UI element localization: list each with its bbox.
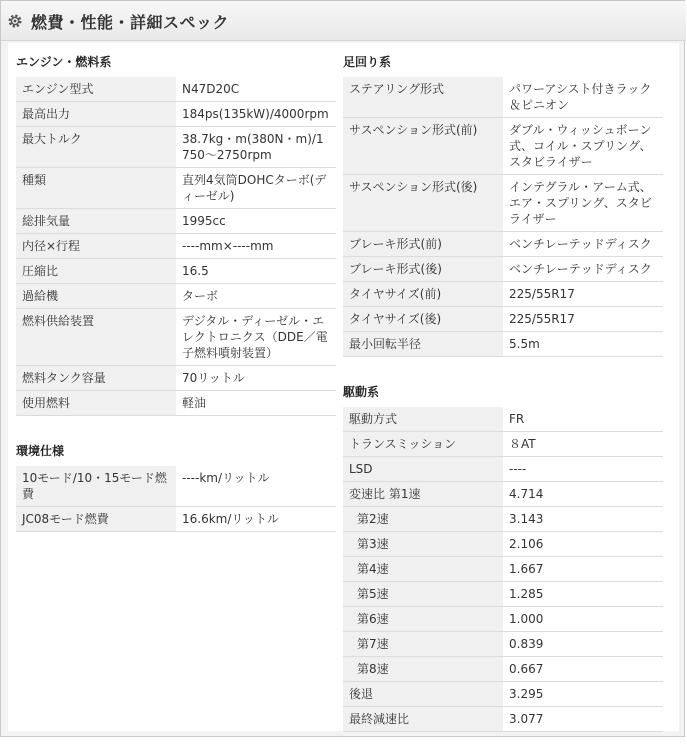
spec-value: N47D20C: [176, 77, 336, 102]
spec-label: サスペンション形式(後): [343, 175, 503, 232]
table-row: [343, 507, 663, 532]
spec-value: 1.667: [503, 557, 663, 582]
table-row: [16, 259, 336, 284]
gear-icon: [7, 13, 23, 29]
spec-label: 最大トルク: [16, 127, 176, 168]
spec-value: 70リットル: [176, 366, 336, 391]
spec-value: 3.077: [503, 707, 663, 732]
spec-value: 1.000: [503, 607, 663, 632]
spec-value: ダブル・ウィッシュボーン式、コイル・スプリング、スタビライザー: [503, 118, 663, 175]
environment-spec-table: [16, 466, 336, 532]
spec-label: サスペンション形式(前): [343, 118, 503, 175]
table-row: [343, 77, 663, 118]
spec-content: [8, 43, 679, 731]
section-title-suspension: 足回り系: [343, 55, 392, 69]
spec-value: ----mm×----mm: [176, 234, 336, 259]
spec-label: 第3速: [343, 532, 503, 557]
spec-value: パワーアシスト付きラック＆ピニオン: [503, 77, 663, 118]
spec-value: 225/55R17: [503, 307, 663, 332]
right-column: [343, 43, 663, 732]
left-column: [16, 43, 336, 532]
spec-label: 後退: [343, 682, 503, 707]
section-title-drive: 駆動系: [343, 385, 380, 399]
spec-value: インテグラル・アーム式、エア・スプリング、スタビライザー: [503, 175, 663, 232]
spec-value: 1.285: [503, 582, 663, 607]
spec-label: 駆動方式: [343, 407, 503, 432]
table-row: [343, 257, 663, 282]
table-row: [343, 175, 663, 232]
table-row: [16, 102, 336, 127]
spec-label: 最終減速比: [343, 707, 503, 732]
table-row: [343, 582, 663, 607]
page-title: 燃費・性能・詳細スペック: [31, 13, 230, 32]
section-title-environment: 環境仕様: [16, 444, 65, 458]
table-row: [16, 507, 336, 532]
spec-label: 総排気量: [16, 209, 176, 234]
spec-label: トランスミッション: [343, 432, 503, 457]
spec-value: デジタル・ディーゼル・エレクトロニクス（DDE／電子燃料噴射装置）: [176, 309, 336, 366]
spec-label: 燃料供給装置: [16, 309, 176, 366]
spec-value: 1995cc: [176, 209, 336, 234]
spec-value: 0.667: [503, 657, 663, 682]
table-row: [343, 307, 663, 332]
spec-value: ----: [503, 457, 663, 482]
table-row: [16, 366, 336, 391]
spec-label: ブレーキ形式(後): [343, 257, 503, 282]
spec-value: ベンチレーテッドディスク: [503, 257, 663, 282]
spec-value: 16.6km/リットル: [176, 507, 336, 532]
table-row: [343, 607, 663, 632]
spec-value: 3.295: [503, 682, 663, 707]
spec-value: 直列4気筒DOHCターボ(ディーゼル): [176, 168, 336, 209]
spec-value: FR: [503, 407, 663, 432]
spec-value: 3.143: [503, 507, 663, 532]
spec-label: 10モード/10・15モード燃費: [16, 466, 176, 507]
engine-spec-table: [16, 77, 336, 416]
table-row: [16, 284, 336, 309]
spec-label: 燃料タンク容量: [16, 366, 176, 391]
table-row: [343, 557, 663, 582]
spec-label: 第6速: [343, 607, 503, 632]
spec-label: エンジン型式: [16, 77, 176, 102]
panel-header: [1, 1, 686, 41]
table-row: [343, 482, 663, 507]
table-row: [16, 309, 336, 366]
table-row: [16, 168, 336, 209]
spec-label: 内径×行程: [16, 234, 176, 259]
spec-value: 38.7kg・m(380N・m)/1750〜2750rpm: [176, 127, 336, 168]
table-row: [16, 391, 336, 416]
spec-label: 第4速: [343, 557, 503, 582]
spec-value: ----km/リットル: [176, 466, 336, 507]
spec-label: 種類: [16, 168, 176, 209]
table-row: [343, 432, 663, 457]
spec-label: 過給機: [16, 284, 176, 309]
table-row: [16, 77, 336, 102]
table-row: [343, 632, 663, 657]
spec-value: 16.5: [176, 259, 336, 284]
table-row: [343, 282, 663, 307]
spec-value: 5.5m: [503, 332, 663, 357]
drive-spec-table: [343, 407, 663, 732]
suspension-spec-table: [343, 77, 663, 357]
spec-label: 第7速: [343, 632, 503, 657]
spec-label: 第8速: [343, 657, 503, 682]
table-row: [343, 407, 663, 432]
bottom-strip: [0, 738, 687, 747]
table-row: [16, 209, 336, 234]
table-row: [343, 682, 663, 707]
table-row: [16, 466, 336, 507]
table-row: [343, 232, 663, 257]
table-row: [343, 532, 663, 557]
table-row: [343, 707, 663, 732]
spec-label: 第5速: [343, 582, 503, 607]
spec-value: 2.106: [503, 532, 663, 557]
table-row: [343, 657, 663, 682]
spec-label: タイヤサイズ(前): [343, 282, 503, 307]
spec-value: 184ps(135kW)/4000rpm: [176, 102, 336, 127]
table-row: [16, 234, 336, 259]
spec-value: ベンチレーテッドディスク: [503, 232, 663, 257]
spec-label: 変速比 第1速: [343, 482, 503, 507]
spec-label: 最高出力: [16, 102, 176, 127]
spec-label: 最小回転半径: [343, 332, 503, 357]
table-row: [16, 127, 336, 168]
spec-value: 4.714: [503, 482, 663, 507]
spec-label: ステアリング形式: [343, 77, 503, 118]
spec-label: タイヤサイズ(後): [343, 307, 503, 332]
spec-label: JC08モード燃費: [16, 507, 176, 532]
spec-value: ８AT: [503, 432, 663, 457]
spec-value: ターボ: [176, 284, 336, 309]
spec-label: 使用燃料: [16, 391, 176, 416]
spec-label: ブレーキ形式(前): [343, 232, 503, 257]
spec-value: 0.839: [503, 632, 663, 657]
spec-label: 第2速: [343, 507, 503, 532]
spec-label: 圧縮比: [16, 259, 176, 284]
table-row: [343, 118, 663, 175]
table-row: [343, 332, 663, 357]
spec-value: 軽油: [176, 391, 336, 416]
spec-value: 225/55R17: [503, 282, 663, 307]
section-title-engine: エンジン・燃料系: [16, 55, 112, 69]
spec-label: LSD: [343, 457, 503, 482]
table-row: [343, 457, 663, 482]
